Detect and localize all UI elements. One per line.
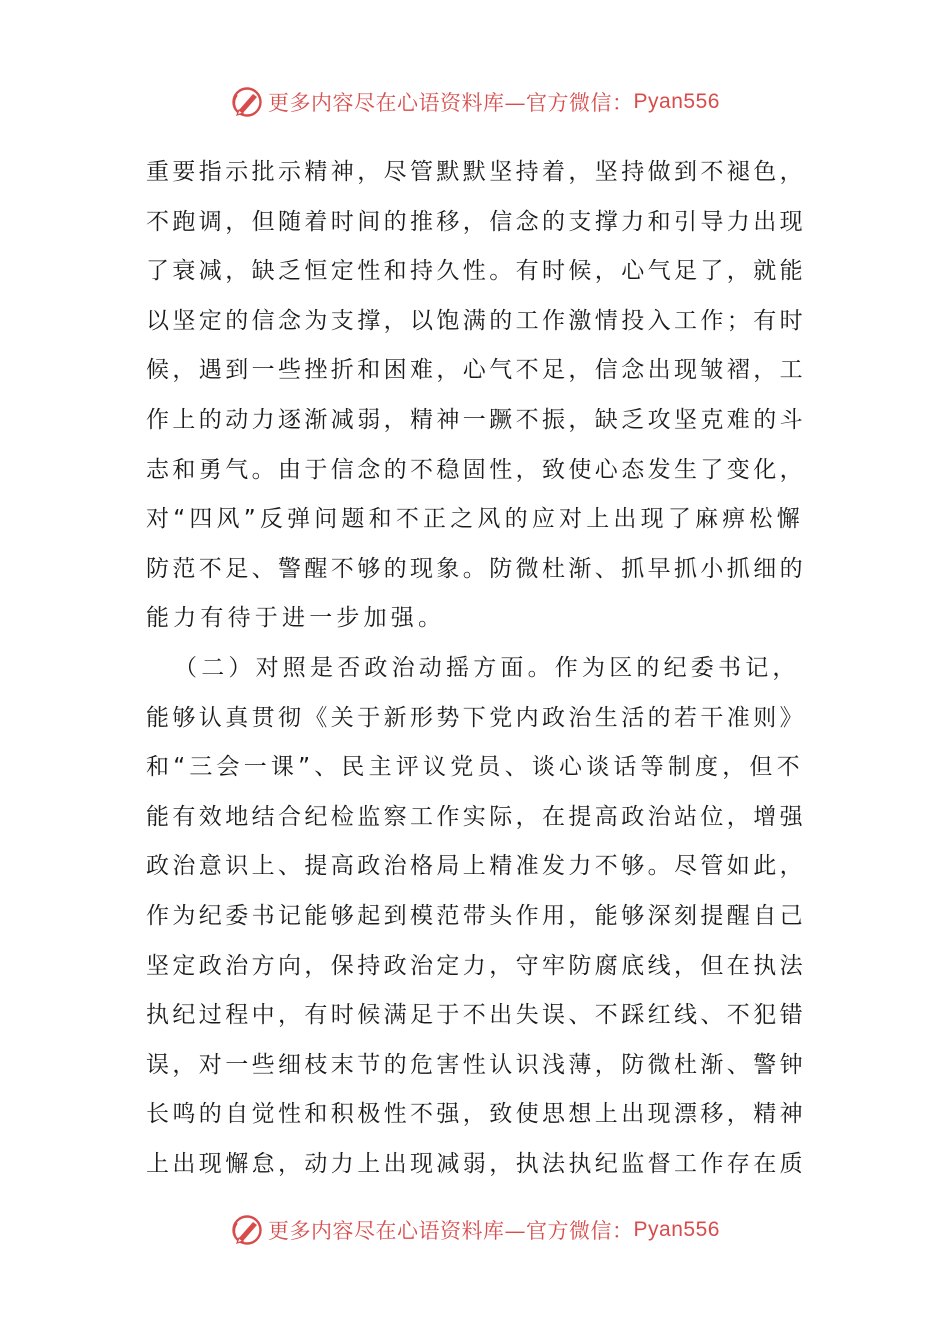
paragraph-2 bbox=[146, 644, 806, 1190]
text-line: 不跑调，但随着时间的推移，信念的支撑力和引导力出现 bbox=[146, 208, 806, 235]
text-line: 和“三会一课”、民主评议党员、谈心谈话等制度，但不 bbox=[146, 754, 804, 781]
text-line: 长鸣的自觉性和积极性不强，致使思想上出现漂移，精神 bbox=[146, 1101, 806, 1128]
text-line: （二）对照是否政治动摇方面。作为区的纪委书记， bbox=[174, 654, 800, 681]
paragraph-1 bbox=[146, 148, 806, 644]
text-line: 防范不足、警醒不够的现象。防微杜渐、抓早抓小抓细的 bbox=[146, 555, 806, 582]
text-line: 了衰减，缺乏恒定性和持久性。有时候，心气足了，就能 bbox=[146, 258, 806, 285]
text-line: 以坚定的信念为支撑，以饱满的工作激情投入工作；有时 bbox=[146, 307, 806, 334]
body-text bbox=[146, 148, 806, 1189]
footer-banner bbox=[0, 1212, 950, 1248]
text-line: 作为纪委书记能够起到模范带头作用，能够深刻提醒自己 bbox=[146, 902, 806, 929]
text-line: 能够认真贯彻《关于新形势下党内政治生活的若干准则》 bbox=[146, 704, 806, 731]
text-line: 志和勇气。由于信念的不稳固性，致使心态发生了变化， bbox=[146, 456, 806, 483]
text-line: 能力有待于进一步加强。 bbox=[146, 605, 446, 632]
text-line: 执纪过程中，有时候满足于不出失误、不踩红线、不犯错 bbox=[146, 1002, 806, 1029]
text-line: 坚定政治方向，保持政治定力，守牢防腐底线，但在执法 bbox=[146, 952, 806, 979]
text-line: 政治意识上、提高政治格局上精准发力不够。尽管如此， bbox=[146, 853, 806, 880]
text-line: 重要指示批示精神，尽管默默坚持着，坚持做到不褪色， bbox=[146, 159, 806, 185]
text-line: 能有效地结合纪检监察工作实际，在提高政治站位，增强 bbox=[146, 803, 806, 830]
text-line: 候，遇到一些挫折和困难，心气不足，信念出现皱褶，工 bbox=[146, 357, 806, 384]
banner-site-text: 更多内容尽在心语资料库—官方微信： bbox=[268, 1219, 634, 1243]
banner-wechat-id: Pyan556 bbox=[633, 1218, 720, 1241]
pen-logo-icon bbox=[230, 1213, 264, 1247]
text-line: 作上的动力逐渐减弱，精神一蹶不振，缺乏攻坚克难的斗 bbox=[146, 406, 806, 433]
pen-logo-icon bbox=[230, 85, 264, 119]
text-line: 上出现懈怠，动力上出现减弱，执法执纪监督工作存在质 bbox=[146, 1150, 806, 1177]
header-banner bbox=[0, 84, 950, 120]
text-line: 误，对一些细枝末节的危害性认识浅薄，防微杜渐、警钟 bbox=[146, 1051, 806, 1078]
text-line: 对“四风”反弹问题和不正之风的应对上出现了麻痹松懈 bbox=[146, 506, 804, 533]
banner-wechat-id: Pyan556 bbox=[633, 90, 720, 113]
banner-site-text: 更多内容尽在心语资料库—官方微信： bbox=[268, 91, 634, 115]
